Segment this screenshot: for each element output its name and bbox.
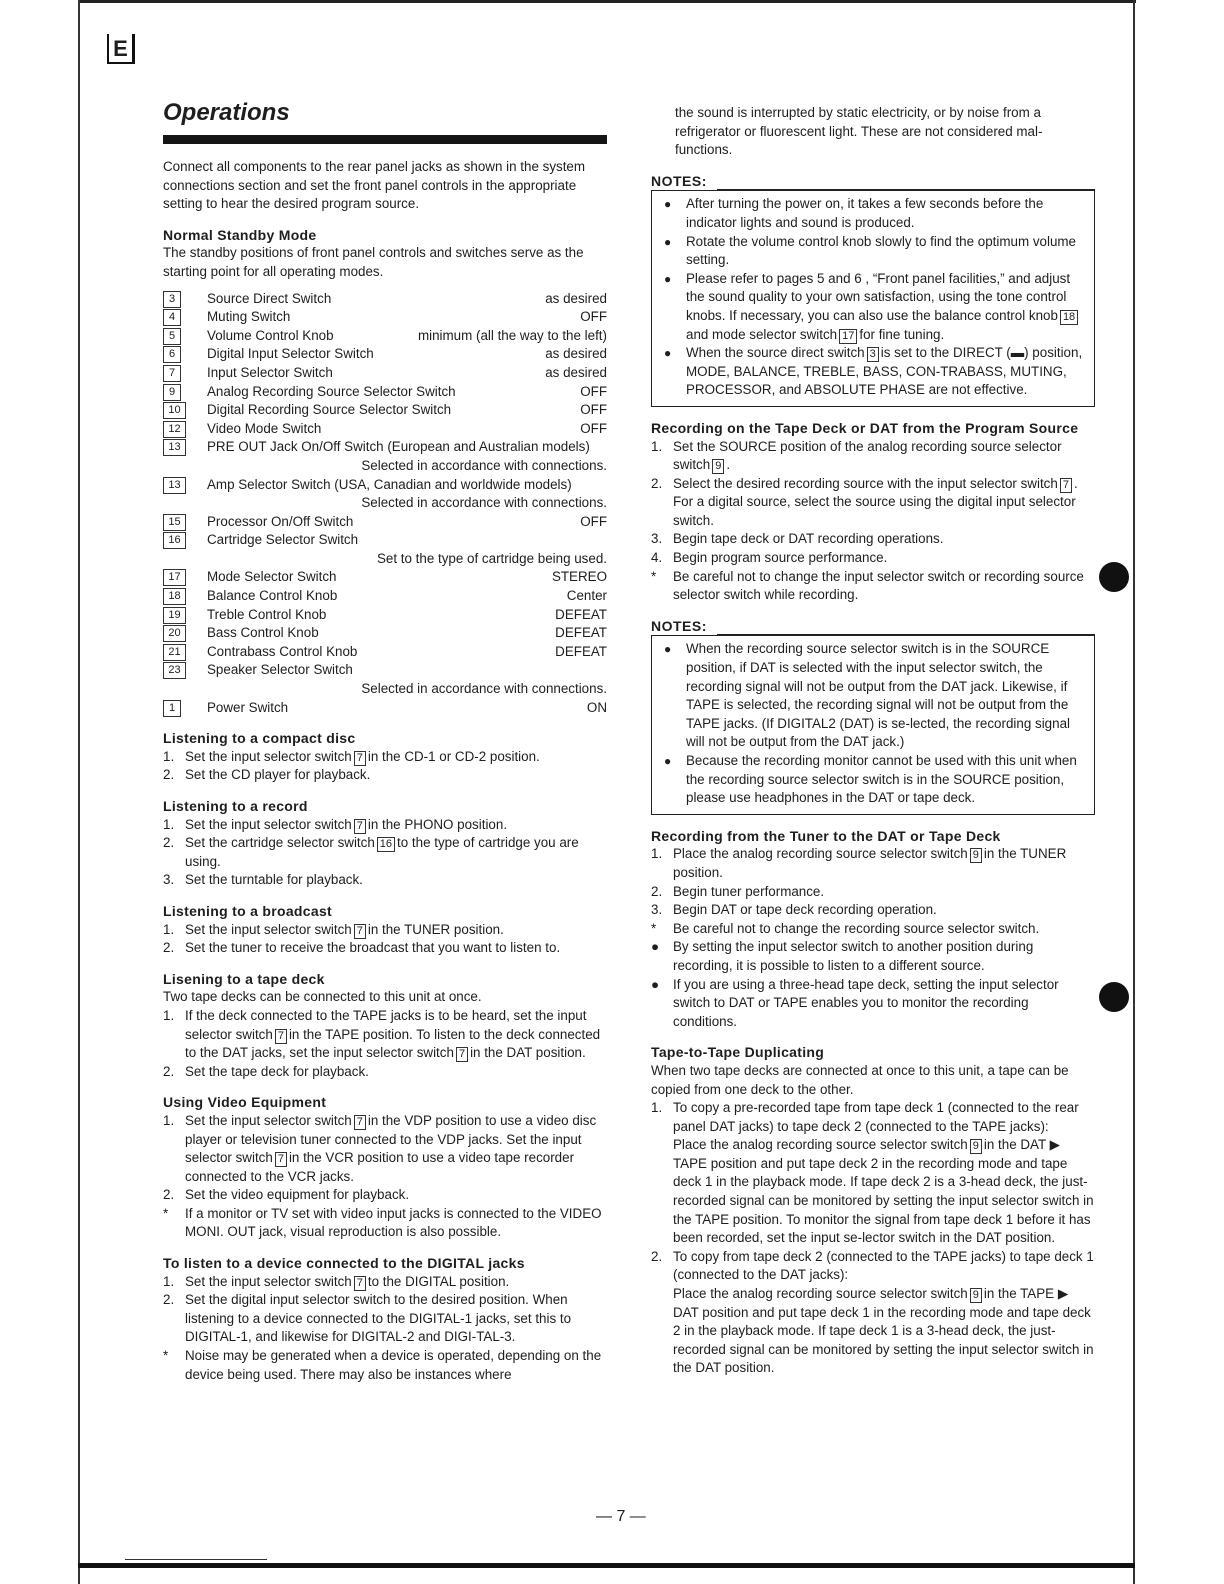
recprog-step-2: 2. Select the desired recording source with the input selector switch 7 . For a digital source, select the source using the digital input selector switch.	[651, 475, 1078, 528]
switch-number: 7	[1060, 478, 1072, 493]
standby-item	[163, 513, 607, 532]
tuner-step-2: 2. Begin tuner performance.	[651, 883, 825, 899]
dup-heading: Tape-to-Tape Duplicating	[651, 1044, 825, 1061]
control-number: 13	[163, 439, 186, 456]
control-label: Mode Selector Switch	[207, 569, 337, 585]
standby-item	[163, 290, 607, 309]
control-setting: Center	[566, 588, 607, 604]
cd-heading: Listening to a compact disc	[163, 730, 356, 747]
page-number: — 7 —	[596, 1508, 646, 1525]
notes-box-1	[651, 190, 1095, 407]
left-column	[163, 158, 607, 1384]
control-setting: OFF	[580, 420, 607, 436]
control-label: Video Mode Switch	[207, 420, 322, 436]
language-badge: E	[107, 34, 135, 64]
control-label: Digital Recording Source Selector Switch	[207, 402, 452, 418]
tape-text: Two tape decks can be connected to this unit at once.	[163, 989, 482, 1005]
right-border	[1133, 0, 1135, 1584]
control-label: Processor On/Off Switch	[207, 513, 354, 529]
control-label: Speaker Selector Switch	[207, 662, 353, 678]
digital-note: * Noise may be generated when a device is operated, depending on the device being used. There may also be instances where	[163, 1348, 602, 1382]
control-number: 6	[163, 346, 181, 363]
tape-heading: Lisening to a tape deck	[163, 970, 325, 987]
switch-number: 17	[839, 329, 857, 344]
control-number: 9	[163, 384, 181, 401]
broadcast-heading: Listening to a broadcast	[163, 902, 332, 919]
switch-number: 9	[970, 848, 982, 863]
page-title: Operations	[163, 99, 290, 126]
control-setting: DEFEAT	[555, 606, 607, 622]
bottom-border	[78, 1563, 1135, 1568]
notes-box-2	[651, 635, 1095, 814]
switch-number: 7	[354, 751, 366, 766]
control-label: Analog Recording Source Selector Switch	[207, 383, 456, 399]
control-number: 17	[163, 569, 186, 586]
standby-item	[163, 568, 607, 587]
control-number: 1	[163, 700, 181, 717]
standby-item	[163, 401, 607, 420]
control-setting: as desired	[545, 346, 607, 362]
standby-list	[163, 290, 607, 718]
switch-number: 9	[970, 1288, 982, 1303]
notes-heading-2: NOTES:	[651, 617, 1095, 636]
record-heading: Listening to a record	[163, 798, 308, 814]
standby-item	[163, 476, 607, 495]
standby-item	[163, 383, 607, 402]
notes-heading-1: NOTES:	[651, 172, 1095, 191]
control-setting: DEFEAT	[555, 625, 607, 641]
standby-item	[163, 308, 607, 327]
recprog-heading: Recording on the Tape Deck or DAT from the Program Source	[651, 419, 1079, 436]
control-label: Bass Control Knob	[207, 625, 319, 641]
control-number: 20	[163, 625, 186, 642]
control-setting: Selected in accordance with connections.	[361, 457, 607, 473]
control-setting: Selected in accordance with connections.	[361, 495, 607, 511]
control-label: Volume Control Knob	[207, 327, 334, 343]
right-column	[651, 104, 1095, 1378]
video-heading: Using Video Equipment	[163, 1094, 327, 1111]
control-label: Input Selector Switch	[207, 364, 333, 380]
control-label: Source Direct Switch	[207, 290, 332, 306]
switch-number: 7	[456, 1047, 468, 1062]
control-number: 18	[163, 588, 186, 605]
control-number: 15	[163, 514, 186, 531]
standby-item	[163, 587, 607, 606]
top-border	[80, 0, 1136, 3]
video-step-2: 2. Set the video equipment for playback.	[163, 1187, 410, 1203]
control-number: 23	[163, 662, 186, 679]
standby-item	[163, 531, 607, 550]
standby-item	[163, 661, 607, 680]
standby-item	[163, 438, 607, 457]
switch-number: 16	[377, 837, 395, 852]
control-setting: as desired	[545, 364, 607, 380]
switch-number: 7	[354, 819, 366, 834]
standby-item	[163, 606, 607, 625]
control-number: 12	[163, 421, 186, 438]
control-label: Cartridge Selector Switch	[207, 532, 359, 548]
switch-number: 3	[867, 347, 879, 362]
note-item: ● Rotate the volume control knob slowly to find the optimum volume setting.	[664, 233, 1077, 268]
digital-step-2: 2. Set the digital input selector switch to the desired position. When listening to a device connected to the DIGITAL-1 jacks, set this to DIGITAL-1, and likewise for DIGITAL-2 and DIGI-TAL-3.	[163, 1292, 572, 1345]
control-label: PRE OUT Jack On/Off Switch (European and Australian models)	[207, 439, 590, 455]
control-setting: Selected in accordance with connections.	[361, 681, 607, 697]
control-number: 19	[163, 607, 186, 624]
video-note: * If a monitor or TV set with video input jacks is connected to the VIDEO MONI. OUT jack, visual reproduction is also possible.	[163, 1205, 602, 1240]
control-setting: Set to the type of cartridge being used.	[376, 550, 607, 566]
control-label: Contrabass Control Knob	[207, 643, 358, 659]
tuner-bullet: ● If you are using a three-head tape deck, setting the input selector switch to DAT or TAPE enables you to monitor the recording conditions.	[651, 976, 1059, 1029]
control-number: 7	[163, 365, 181, 382]
note-item: ● When the recording source selector switch is in the SOURCE position, if DAT is selected with the input selector switch, the recording signal will not be output from the DAT jack. Likewise, if TAPE is selected, the recording signal will not be output from the TAPE jacks. (If DIGITAL2 (DAT) is se-lected, the recording signal will not be output from the DAT jack.)	[664, 641, 1070, 750]
recprog-note: * Be careful not to change the input selector switch or recording source selector switch while recording.	[651, 568, 1084, 603]
control-label: Balance Control Knob	[207, 588, 338, 604]
control-label: Amp Selector Switch (USA, Canadian and worldwide models)	[207, 476, 572, 492]
cd-step-2: 2. Set the CD player for playback.	[163, 767, 371, 783]
switch-number: 7	[354, 1276, 366, 1291]
tuner-note: * Be careful not to change the recording source selector switch.	[651, 920, 1040, 936]
note-item: ● Because the recording monitor cannot be used with this unit when the recording source selector switch is in the SOURCE position, please use headphones in the DAT or tape deck.	[664, 753, 1077, 806]
title-bar	[163, 135, 607, 144]
control-label: Muting Switch	[207, 309, 291, 325]
control-label: Digital Input Selector Switch	[207, 346, 374, 362]
control-number: 21	[163, 644, 186, 661]
tuner-heading: Recording from the Tuner to the DAT or Tape Deck	[651, 827, 1001, 844]
switch-number: 9	[970, 1139, 982, 1154]
control-label: Power Switch	[207, 699, 289, 715]
tuner-step-1: 1. Place the analog recording source selector switch 9 in the TUNER position.	[651, 846, 1067, 880]
switch-number: 9	[712, 459, 724, 474]
standby-heading: Normal Standby Mode	[163, 226, 317, 243]
control-number: 5	[163, 328, 181, 345]
recprog-step-4: 4. Begin program source performance.	[651, 550, 888, 566]
dup-text: When two tape decks are connected at once to this unit, a tape can be copied from one deck to the other.	[651, 1062, 1069, 1097]
intro-text: Connect all components to the rear panel jacks as shown in the system connections section and set the front panel controls in the appropriate setting to hear the desired program source.	[163, 159, 586, 212]
control-number: 3	[163, 291, 181, 308]
digital-step-1: 1. Set the input selector switch 7 to the DIGITAL position.	[163, 1273, 510, 1289]
switch-number: 7	[354, 924, 366, 939]
switch-number: 7	[354, 1115, 366, 1130]
broadcast-step-1: 1. Set the input selector switch 7 in the TUNER position.	[163, 921, 504, 937]
standby-item	[163, 420, 607, 439]
dup-step-2: 2. To copy from tape deck 2 (connected to the TAPE jacks) to tape deck 1 (connected to the DAT jacks): Place the analog recording source selector switch 9 in the TAPE ▶ DAT position and put tape deck 1 in the recording mode and tape deck 2 in the playback mode. If tape deck 1 is a 3-head deck, the just-recorded signal can be monitored by setting the input selector switch in the DAT position.	[651, 1248, 1094, 1376]
tape-step-2: 2. Set the tape deck for playback.	[163, 1063, 369, 1079]
dup-step-1: 1. To copy a pre-recorded tape from tape deck 1 (connected to the rear panel DAT jacks) to tape deck 2 (connected to the TAPE jacks): Place the analog recording source selector switch 9 in the DAT ▶ TAPE position and put tape deck 2 in the recording mode and tape deck 1 in the playback mode. If tape deck 2 is a 3-head deck, the just-recorded signal can be monitored by setting the input selector switch in the TAPE position. To monitor the signal from tape deck 1 before it has been recorded, set the input se-lector switch in the DAT position.	[651, 1100, 1094, 1246]
control-setting: ON	[586, 699, 607, 715]
standby-item	[163, 345, 607, 364]
record-step-1: 1. Set the input selector switch 7 in the PHONO position.	[163, 816, 508, 832]
video-step-1: 1. Set the input selector switch 7 in the VDP position to use a video disc player or television tuner connected to the VDP jacks. Set the input selector switch 7 in the VCR position to use a video tape recorder connected to the VCR jacks.	[163, 1112, 597, 1184]
standby-item	[163, 624, 607, 643]
recprog-step-3: 3. Begin tape deck or DAT recording operations.	[651, 531, 944, 547]
recprog-step-1: 1. Set the SOURCE position of the analog recording source selector switch 9 .	[651, 438, 1062, 473]
control-label: Treble Control Knob	[207, 606, 327, 622]
standby-item	[163, 643, 607, 662]
control-setting: STEREO	[551, 569, 607, 585]
record-step-3: 3. Set the turntable for playback.	[163, 872, 363, 888]
digital-heading: To listen to a device connected to the DIGITAL jacks	[163, 1255, 525, 1272]
control-setting: OFF	[580, 383, 607, 399]
tape-step-1: 1. If the deck connected to the TAPE jacks is to be heard, set the input selector switch 7 in the TAPE position. To listen to the deck connected to the DAT jacks, set the input selector switch 7 in the DAT position.	[163, 1007, 601, 1061]
control-setting: DEFEAT	[555, 643, 607, 659]
cd-step-1: 1. Set the input selector switch 7 in the CD-1 or CD-2 position.	[163, 748, 540, 764]
control-setting: minimum (all the way to the left)	[417, 327, 607, 343]
control-number: 4	[163, 309, 181, 326]
standby-item	[163, 699, 607, 718]
binder-hole	[1099, 982, 1129, 1012]
binder-hole	[1099, 562, 1129, 592]
tuner-step-3: 3. Begin DAT or tape deck recording operation.	[651, 902, 937, 918]
left-border	[78, 0, 80, 1584]
bottom-thin-line	[125, 1559, 267, 1560]
tuner-bullet: ● By setting the input selector switch to another position during recording, it is possible to listen to a different source.	[651, 939, 1034, 973]
switch-number: 18	[1060, 310, 1078, 325]
digital-note-continued: the sound is interrupted by static electricity, or by noise from a refrigerator or fluorescent light. These are not considered mal-functions.	[675, 105, 1043, 158]
standby-item	[163, 364, 607, 383]
standby-item	[163, 327, 607, 346]
standby-text: The standby positions of front panel controls and switches serve as the starting point for all operating modes.	[163, 245, 584, 279]
note-item: ● Please refer to pages 5 and 6 , “Front panel facilities,” and adjust the sound quality to your own satisfaction, using the tone control knobs. If necessary, you can also use the balance control knob 18and mode selector switch 17 for fine tuning.	[664, 270, 1084, 344]
control-setting: OFF	[580, 513, 607, 529]
control-setting: as desired	[545, 290, 607, 306]
control-number: 16	[163, 532, 186, 549]
note-item: ● After turning the power on, it takes a few seconds before the indicator lights and sound is produced.	[664, 196, 1044, 230]
control-number: 13	[163, 477, 186, 494]
switch-number: 7	[275, 1152, 287, 1167]
control-setting: OFF	[580, 309, 607, 325]
note-item: ● When the source direct switch 3 is set to the DIRECT (▬) position, MODE, BALANCE, TREBLE, BASS, CON-TRABASS, MUTING, PROCESSOR, and ABSOLUTE PHASE are not effective.	[664, 345, 1083, 398]
switch-number: 7	[275, 1029, 287, 1044]
control-setting: OFF	[580, 402, 607, 418]
record-step-2: 2. Set the cartridge selector switch 16 to the type of cartridge you are using.	[163, 835, 579, 869]
control-number: 10	[163, 402, 186, 419]
broadcast-step-2: 2. Set the tuner to receive the broadcast that you want to listen to.	[163, 940, 561, 956]
